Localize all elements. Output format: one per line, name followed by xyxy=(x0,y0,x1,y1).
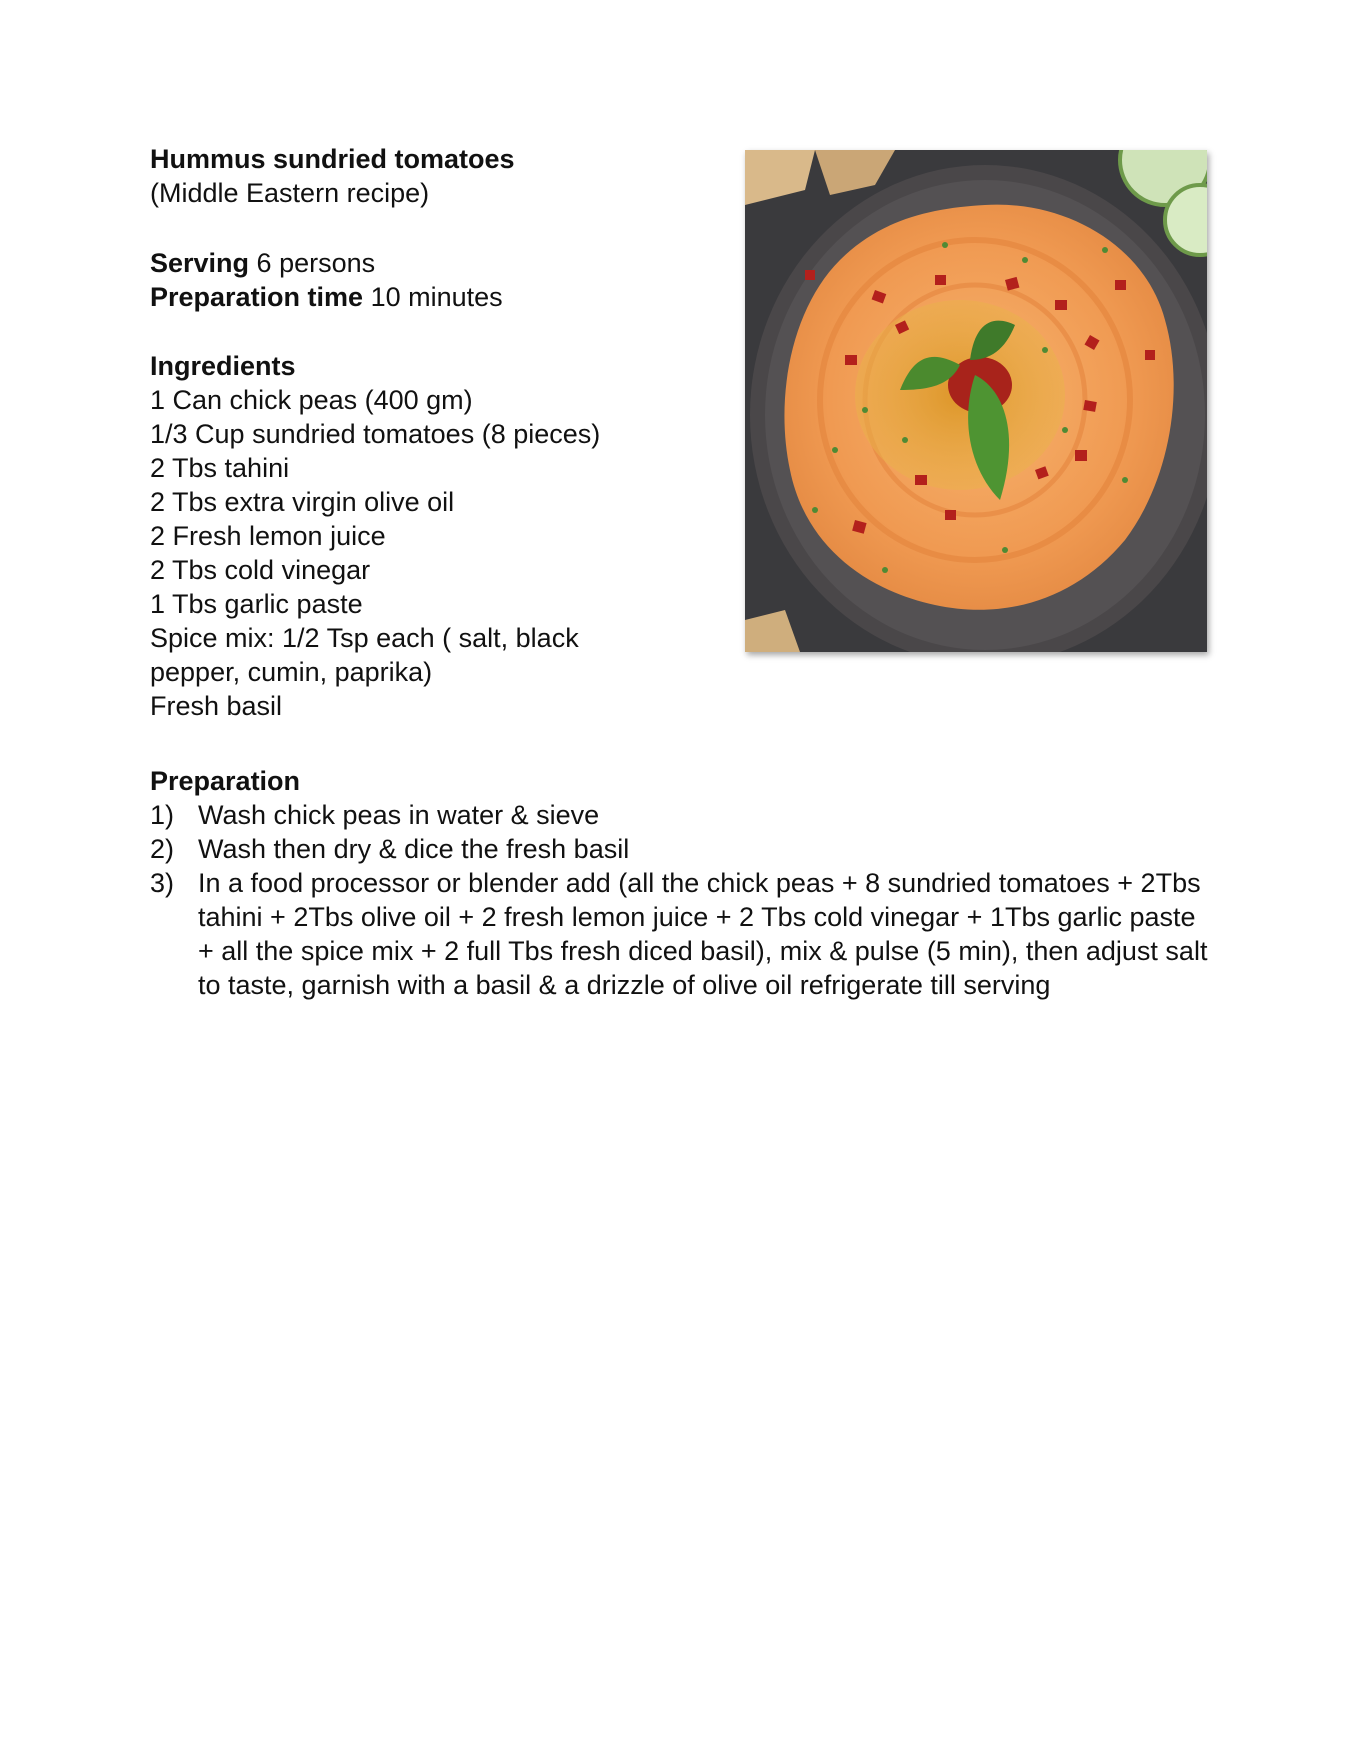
ingredient-item: 1 Can chick peas (400 gm) xyxy=(150,385,473,415)
preparation-heading: Preparation xyxy=(150,766,301,796)
recipe-text-column xyxy=(150,142,710,723)
ingredient-item: Spice mix: 1/2 Tsp each ( salt, black pepper, cumin, paprika) xyxy=(150,623,579,687)
ingredient-item: Fresh basil xyxy=(150,691,283,721)
ingredient-item: 1/3 Cup sundried tomatoes (8 pieces) xyxy=(150,419,601,449)
ingredient-item: 2 Tbs tahini xyxy=(150,453,290,483)
preparation-section xyxy=(150,764,1210,1002)
hummus-illustration xyxy=(745,150,1207,652)
serving-value: 6 persons xyxy=(249,248,376,278)
hummus-photo xyxy=(745,150,1207,652)
preparation-steps xyxy=(150,798,1210,1002)
step-number: 2) xyxy=(150,834,175,864)
ingredient-item: 2 Tbs extra virgin olive oil xyxy=(150,487,455,517)
ingredients-heading: Ingredients xyxy=(150,351,296,381)
step-text: In a food processor or blender add (all the chick peas + 8 sundried tomatoes + 2Tbs tahini + 2Tbs olive oil + 2 fresh lemon juice + 2 Tbs cold vinegar + 1Tbs garlic paste + all the spice mix + 2 full Tbs fresh diced basil), mix & pulse (5 min), then adjust salt to taste, garnish with a basil & a drizzle of olive oil refrigerate till serving xyxy=(198,868,1208,1000)
recipe-subtitle: (Middle Eastern recipe) xyxy=(150,178,430,208)
step-text: Wash then dry & dice the fresh basil xyxy=(198,834,630,864)
step-item xyxy=(150,832,1210,866)
prep-time-value: 10 minutes xyxy=(363,282,503,312)
step-text: Wash chick peas in water & sieve xyxy=(198,800,600,830)
step-item xyxy=(150,798,1210,832)
ingredient-item: 1 Tbs garlic paste xyxy=(150,589,363,619)
serving-line xyxy=(150,246,710,280)
serving-label: Serving xyxy=(150,248,250,278)
recipe-title: Hummus sundried tomatoes xyxy=(150,144,515,174)
ingredient-item: 2 Fresh lemon juice xyxy=(150,521,386,551)
step-number: 1) xyxy=(150,800,175,830)
step-item xyxy=(150,866,1210,1002)
step-number: 3) xyxy=(150,868,175,898)
ingredient-item: 2 Tbs cold vinegar xyxy=(150,555,371,585)
prep-time-line xyxy=(150,280,710,314)
prep-time-label: Preparation time xyxy=(150,282,364,312)
